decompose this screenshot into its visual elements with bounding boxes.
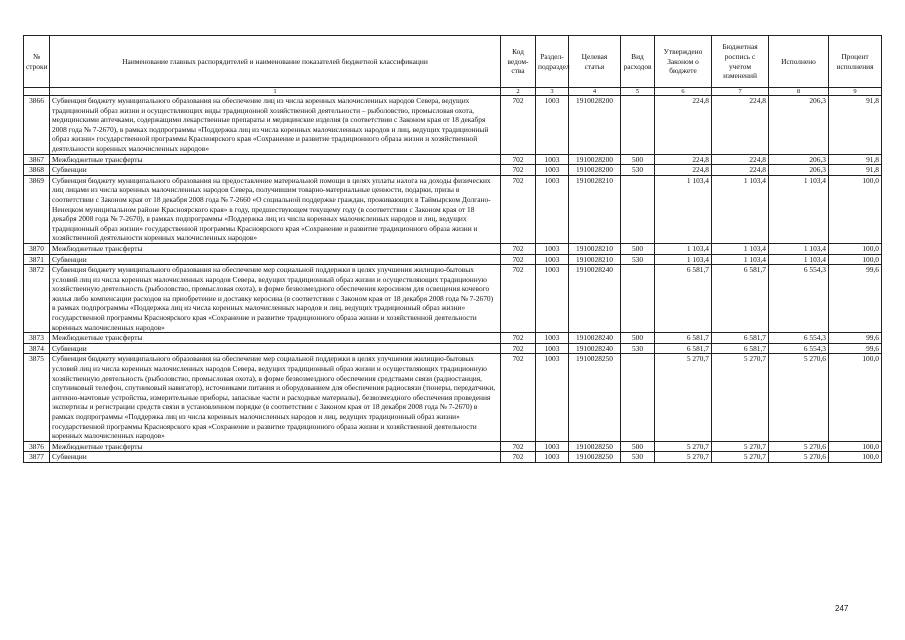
colnum: 6 bbox=[655, 88, 712, 96]
row-name: Субвенция бюджету муниципального образования на обеспечение мер социальной поддержки в целях улучшения жилищно-бытовых условий лиц из числа коренных малочисленных народов Севера, ведущих традиционный образ жизни и осуществляющих традиционную хозяйственную деятельность (рыболовство, промысловая охота), в форме безвозмездного обеспечения средствами связи (радиостанция, спутниковый телефон, спутниковый навигатор), источниками питания и оборудованием для обеспечения радиосвязи (тюнеры, передатчики, антенно-мачтовые устройства, измерительные приборы, запасные части и расходные материалы), безвозмездного обеспечения проведения экспертизы и регистрации средств связи в установленном порядке (в соответствии с Законом края от 18 декабря 2008 года № 7-2670) в рамках подпрограммы «Поддержка лиц из числа коренных малочисленных народов и лиц, ведущих традиционный образ жизни» государственной программы Красноярского края «Сохранение и развитие традиционного образа жизни и хозяйственной деятельности коренных малочисленных народов» bbox=[50, 354, 501, 441]
row-isp: 5 270,6 bbox=[769, 452, 829, 463]
row-razdel: 1003 bbox=[536, 96, 569, 155]
colnum: 8 bbox=[769, 88, 829, 96]
row-num: 3872 bbox=[24, 265, 50, 333]
table-row bbox=[24, 96, 882, 155]
row-tsel: 1910028240 bbox=[569, 333, 621, 344]
header-utv: Утверждено Законом о бюджете bbox=[655, 36, 712, 88]
header-razdel: Раздел-подраздел bbox=[536, 36, 569, 88]
header-name: Наименование главных распорядителей и наименование показателей бюджетной классификации bbox=[50, 36, 501, 88]
colnum: 4 bbox=[569, 88, 621, 96]
row-tsel: 1910028210 bbox=[569, 243, 621, 254]
row-utv: 1 103,4 bbox=[655, 243, 712, 254]
row-vid: 530 bbox=[621, 452, 655, 463]
row-vid: 530 bbox=[621, 165, 655, 176]
row-num: 3877 bbox=[24, 452, 50, 463]
row-rosp: 1 103,4 bbox=[712, 175, 769, 243]
row-tsel: 1910028210 bbox=[569, 254, 621, 265]
row-ved: 702 bbox=[501, 265, 536, 333]
row-ved: 702 bbox=[501, 333, 536, 344]
table-row bbox=[24, 165, 882, 176]
row-razdel: 1003 bbox=[536, 265, 569, 333]
row-vid: 530 bbox=[621, 254, 655, 265]
header-ved: Код ведом-ства bbox=[501, 36, 536, 88]
table-row bbox=[24, 175, 882, 243]
row-razdel: 1003 bbox=[536, 354, 569, 441]
row-num: 3867 bbox=[24, 154, 50, 165]
row-razdel: 1003 bbox=[536, 254, 569, 265]
row-proc: 100,0 bbox=[829, 243, 882, 254]
row-ved: 702 bbox=[501, 354, 536, 441]
row-ved: 702 bbox=[501, 441, 536, 452]
row-ved: 702 bbox=[501, 154, 536, 165]
row-num: 3874 bbox=[24, 343, 50, 354]
row-rosp: 224,8 bbox=[712, 165, 769, 176]
row-tsel: 1910028250 bbox=[569, 441, 621, 452]
row-proc: 100,0 bbox=[829, 175, 882, 243]
row-vid: 530 bbox=[621, 343, 655, 354]
row-proc: 91,8 bbox=[829, 96, 882, 155]
table-row bbox=[24, 452, 882, 463]
row-num: 3871 bbox=[24, 254, 50, 265]
row-ved: 702 bbox=[501, 165, 536, 176]
row-razdel: 1003 bbox=[536, 452, 569, 463]
row-num: 3868 bbox=[24, 165, 50, 176]
table-row bbox=[24, 333, 882, 344]
row-tsel: 1910028200 bbox=[569, 96, 621, 155]
row-utv: 224,8 bbox=[655, 154, 712, 165]
header-tsel: Целевая статья bbox=[569, 36, 621, 88]
row-vid: 500 bbox=[621, 333, 655, 344]
colnum: 1 bbox=[50, 88, 501, 96]
column-number-row bbox=[24, 88, 882, 96]
row-num: 3870 bbox=[24, 243, 50, 254]
row-isp: 6 554,3 bbox=[769, 333, 829, 344]
table-row bbox=[24, 254, 882, 265]
row-num: 3873 bbox=[24, 333, 50, 344]
row-vid: 500 bbox=[621, 441, 655, 452]
row-ved: 702 bbox=[501, 175, 536, 243]
row-razdel: 1003 bbox=[536, 441, 569, 452]
row-isp: 1 103,4 bbox=[769, 243, 829, 254]
row-num: 3875 bbox=[24, 354, 50, 441]
row-rosp: 1 103,4 bbox=[712, 254, 769, 265]
row-tsel: 1910028250 bbox=[569, 354, 621, 441]
row-proc: 100,0 bbox=[829, 452, 882, 463]
row-ved: 702 bbox=[501, 254, 536, 265]
colnum bbox=[24, 88, 50, 96]
row-isp: 206,3 bbox=[769, 154, 829, 165]
row-razdel: 1003 bbox=[536, 333, 569, 344]
row-vid bbox=[621, 96, 655, 155]
row-vid: 500 bbox=[621, 154, 655, 165]
row-utv: 224,8 bbox=[655, 96, 712, 155]
row-rosp: 6 581,7 bbox=[712, 343, 769, 354]
row-rosp: 5 270,7 bbox=[712, 452, 769, 463]
header-proc: Процент исполнения bbox=[829, 36, 882, 88]
row-ved: 702 bbox=[501, 243, 536, 254]
row-name: Межбюджетные трансферты bbox=[50, 333, 501, 344]
row-utv: 5 270,7 bbox=[655, 354, 712, 441]
row-ved: 702 bbox=[501, 452, 536, 463]
colnum: 2 bbox=[501, 88, 536, 96]
row-razdel: 1003 bbox=[536, 343, 569, 354]
colnum: 5 bbox=[621, 88, 655, 96]
row-razdel: 1003 bbox=[536, 165, 569, 176]
row-proc: 99,6 bbox=[829, 343, 882, 354]
colnum: 3 bbox=[536, 88, 569, 96]
page-number: 247 bbox=[835, 604, 849, 613]
row-tsel: 1910028200 bbox=[569, 154, 621, 165]
row-isp: 6 554,3 bbox=[769, 265, 829, 333]
table-row bbox=[24, 441, 882, 452]
row-isp: 206,3 bbox=[769, 165, 829, 176]
row-razdel: 1003 bbox=[536, 243, 569, 254]
row-rosp: 1 103,4 bbox=[712, 243, 769, 254]
row-proc: 91,8 bbox=[829, 165, 882, 176]
budget-table bbox=[23, 35, 882, 463]
row-proc: 100,0 bbox=[829, 354, 882, 441]
header-isp: Исполнено bbox=[769, 36, 829, 88]
table-row bbox=[24, 154, 882, 165]
row-rosp: 5 270,7 bbox=[712, 441, 769, 452]
table-row bbox=[24, 354, 882, 441]
row-name: Субвенции bbox=[50, 254, 501, 265]
row-num: 3869 bbox=[24, 175, 50, 243]
row-name: Субвенция бюджету муниципального образования на обеспечение мер социальной поддержки в целях улучшения жилищно-бытовых условий лиц из числа коренных малочисленных народов Севера, ведущих традиционный образ жизни и осуществляющих традиционную хозяйственную деятельность (рыболовство, промысловая охота), в форме безвозмездного обеспечения керосином для освещения кочевого жилья либо компенсации расходов на приобретение и доставку керосина (в соответствии с Законом края от 18 декабря 2008 года № 7-2670) в рамках подпрограммы «Поддержка лиц из числа коренных малочисленных народов и лиц, ведущих традиционный образ жизни» государственной программы Красноярского края «Сохранение и развитие традиционного образа жизни и хозяйственной деятельности коренных малочисленных народов» bbox=[50, 265, 501, 333]
row-isp: 6 554,3 bbox=[769, 343, 829, 354]
row-isp: 1 103,4 bbox=[769, 175, 829, 243]
row-name: Межбюджетные трансферты bbox=[50, 243, 501, 254]
row-proc: 99,6 bbox=[829, 265, 882, 333]
row-utv: 1 103,4 bbox=[655, 175, 712, 243]
row-utv: 6 581,7 bbox=[655, 333, 712, 344]
row-utv: 5 270,7 bbox=[655, 452, 712, 463]
row-rosp: 6 581,7 bbox=[712, 333, 769, 344]
row-name: Субвенции bbox=[50, 165, 501, 176]
row-name: Межбюджетные трансферты bbox=[50, 441, 501, 452]
row-rosp: 5 270,7 bbox=[712, 354, 769, 441]
row-tsel: 1910028240 bbox=[569, 265, 621, 333]
row-razdel: 1003 bbox=[536, 154, 569, 165]
row-vid bbox=[621, 265, 655, 333]
row-rosp: 224,8 bbox=[712, 154, 769, 165]
row-name: Субвенция бюджету муниципального образования на предоставление материальной помощи в целях уплаты налога на доходы физических лиц лицами из числа коренных малочисленных народов Севера, получившим товарно-материальные ценности, подарки, призы в соответствии с Законом края от 18 декабря 2008 года № 7-2660 «О социальной поддержке граждан, проживающих в Таймырском Долгано-Ненецком муниципальном районе Красноярского края» в году, предшествующем текущему году (в соответствии с Законом края от 18 декабря 2008 года № 7-2670), в рамках подпрограммы «Поддержка лиц из числа коренных малочисленных народов и лиц, ведущих традиционный образ жизни» государственной программы Красноярского края «Сохранение и развитие традиционного образа жизни и хозяйственной деятельности коренных малочисленных народов» bbox=[50, 175, 501, 243]
row-proc: 99,6 bbox=[829, 333, 882, 344]
row-razdel: 1003 bbox=[536, 175, 569, 243]
row-vid: 500 bbox=[621, 243, 655, 254]
row-proc: 100,0 bbox=[829, 254, 882, 265]
header-row bbox=[24, 36, 882, 88]
row-isp: 206,3 bbox=[769, 96, 829, 155]
header-vid: Вид расходов bbox=[621, 36, 655, 88]
row-num: 3866 bbox=[24, 96, 50, 155]
row-utv: 224,8 bbox=[655, 165, 712, 176]
row-isp: 5 270,6 bbox=[769, 354, 829, 441]
row-rosp: 224,8 bbox=[712, 96, 769, 155]
row-vid bbox=[621, 354, 655, 441]
row-num: 3876 bbox=[24, 441, 50, 452]
row-tsel: 1910028210 bbox=[569, 175, 621, 243]
row-proc: 91,8 bbox=[829, 154, 882, 165]
colnum: 9 bbox=[829, 88, 882, 96]
row-tsel: 1910028200 bbox=[569, 165, 621, 176]
row-utv: 6 581,7 bbox=[655, 265, 712, 333]
row-name: Субвенции bbox=[50, 452, 501, 463]
row-proc: 100,0 bbox=[829, 441, 882, 452]
row-utv: 6 581,7 bbox=[655, 343, 712, 354]
header-rosp: Бюджетная роспись с учетом изменений bbox=[712, 36, 769, 88]
table-row bbox=[24, 343, 882, 354]
row-name: Субвенция бюджету муниципального образования на обеспечение лиц из числа коренных малочисленных народов Севера, ведущих традиционный образ жизни и осуществляющих виды традиционной хозяйственной деятельности – рыболовство, промысловая охота, медицинскими аптечками, содержащими лекарственные препараты и медицинские изделия (в соответствии с Законом края от 18 декабря 2008 года № 7-2670), в рамках подпрограммы «Поддержка лиц из числа коренных малочисленных народов и лиц, ведущих традиционный образ жизни» государственной программы Красноярского края «Сохранение и развитие традиционного образа жизни и хозяйственной деятельности коренных малочисленных народов» bbox=[50, 96, 501, 155]
row-tsel: 1910028250 bbox=[569, 452, 621, 463]
row-name: Межбюджетные трансферты bbox=[50, 154, 501, 165]
row-utv: 5 270,7 bbox=[655, 441, 712, 452]
row-isp: 1 103,4 bbox=[769, 254, 829, 265]
table-row bbox=[24, 265, 882, 333]
header-num: № строки bbox=[24, 36, 50, 88]
row-isp: 5 270,6 bbox=[769, 441, 829, 452]
row-tsel: 1910028240 bbox=[569, 343, 621, 354]
colnum: 7 bbox=[712, 88, 769, 96]
row-ved: 702 bbox=[501, 343, 536, 354]
row-name: Субвенции bbox=[50, 343, 501, 354]
row-vid bbox=[621, 175, 655, 243]
table-row bbox=[24, 243, 882, 254]
row-rosp: 6 581,7 bbox=[712, 265, 769, 333]
row-ved: 702 bbox=[501, 96, 536, 155]
row-utv: 1 103,4 bbox=[655, 254, 712, 265]
